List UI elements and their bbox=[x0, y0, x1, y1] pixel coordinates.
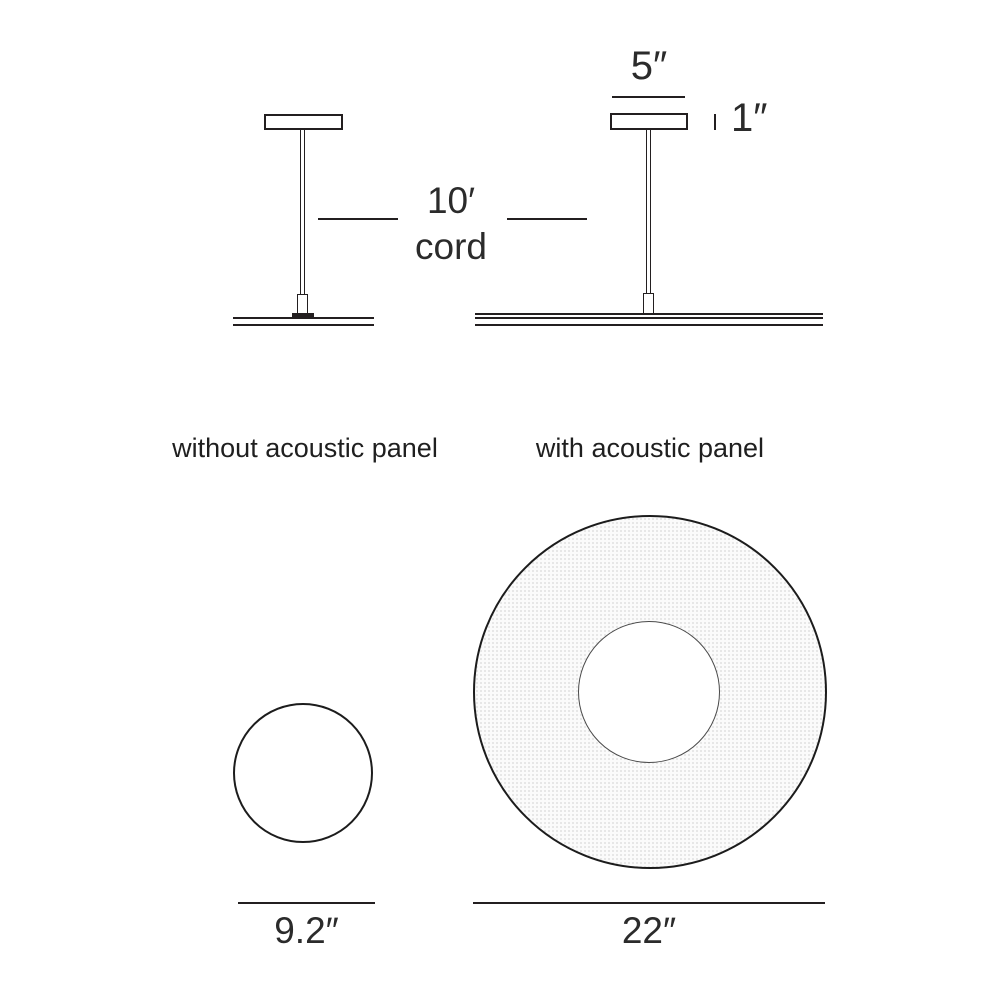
fixture-diameter-dimension-line bbox=[238, 902, 375, 904]
caption-with-acoustic-panel: with acoustic panel bbox=[535, 433, 765, 463]
canopy-height-dimension-label: 1″ bbox=[731, 96, 768, 140]
canopy-width-dimension-line bbox=[612, 96, 685, 98]
cord-length-dimension-label: 10′ bbox=[426, 180, 476, 221]
acoustic-panel-edge-line bbox=[475, 313, 823, 315]
fixture-disc-side-right bbox=[475, 317, 823, 326]
cord-word-label: cord bbox=[415, 226, 487, 267]
canopy-shape-left bbox=[264, 114, 343, 130]
canopy-height-dimension-tick bbox=[714, 114, 716, 130]
acoustic-panel-top-view-donut bbox=[473, 515, 827, 869]
cord-dimension-line-right bbox=[507, 218, 587, 220]
fixture-disc-side-left bbox=[233, 317, 374, 326]
canopy-shape-right bbox=[610, 113, 688, 130]
cord-grip-right bbox=[643, 293, 654, 315]
cord-line-right bbox=[646, 130, 651, 293]
canopy-width-dimension-label: 5″ bbox=[630, 44, 668, 88]
acoustic-panel-center-hole bbox=[578, 621, 720, 763]
caption-without-acoustic-panel: without acoustic panel bbox=[172, 433, 438, 463]
fixture-diameter-dimension-label: 9.2″ bbox=[274, 910, 339, 951]
fixture-top-view-circle bbox=[233, 703, 373, 843]
panel-diameter-dimension-line bbox=[473, 902, 825, 904]
panel-diameter-dimension-label: 22″ bbox=[621, 910, 677, 951]
cord-dimension-line-left bbox=[318, 218, 398, 220]
cord-line-left bbox=[300, 130, 305, 294]
